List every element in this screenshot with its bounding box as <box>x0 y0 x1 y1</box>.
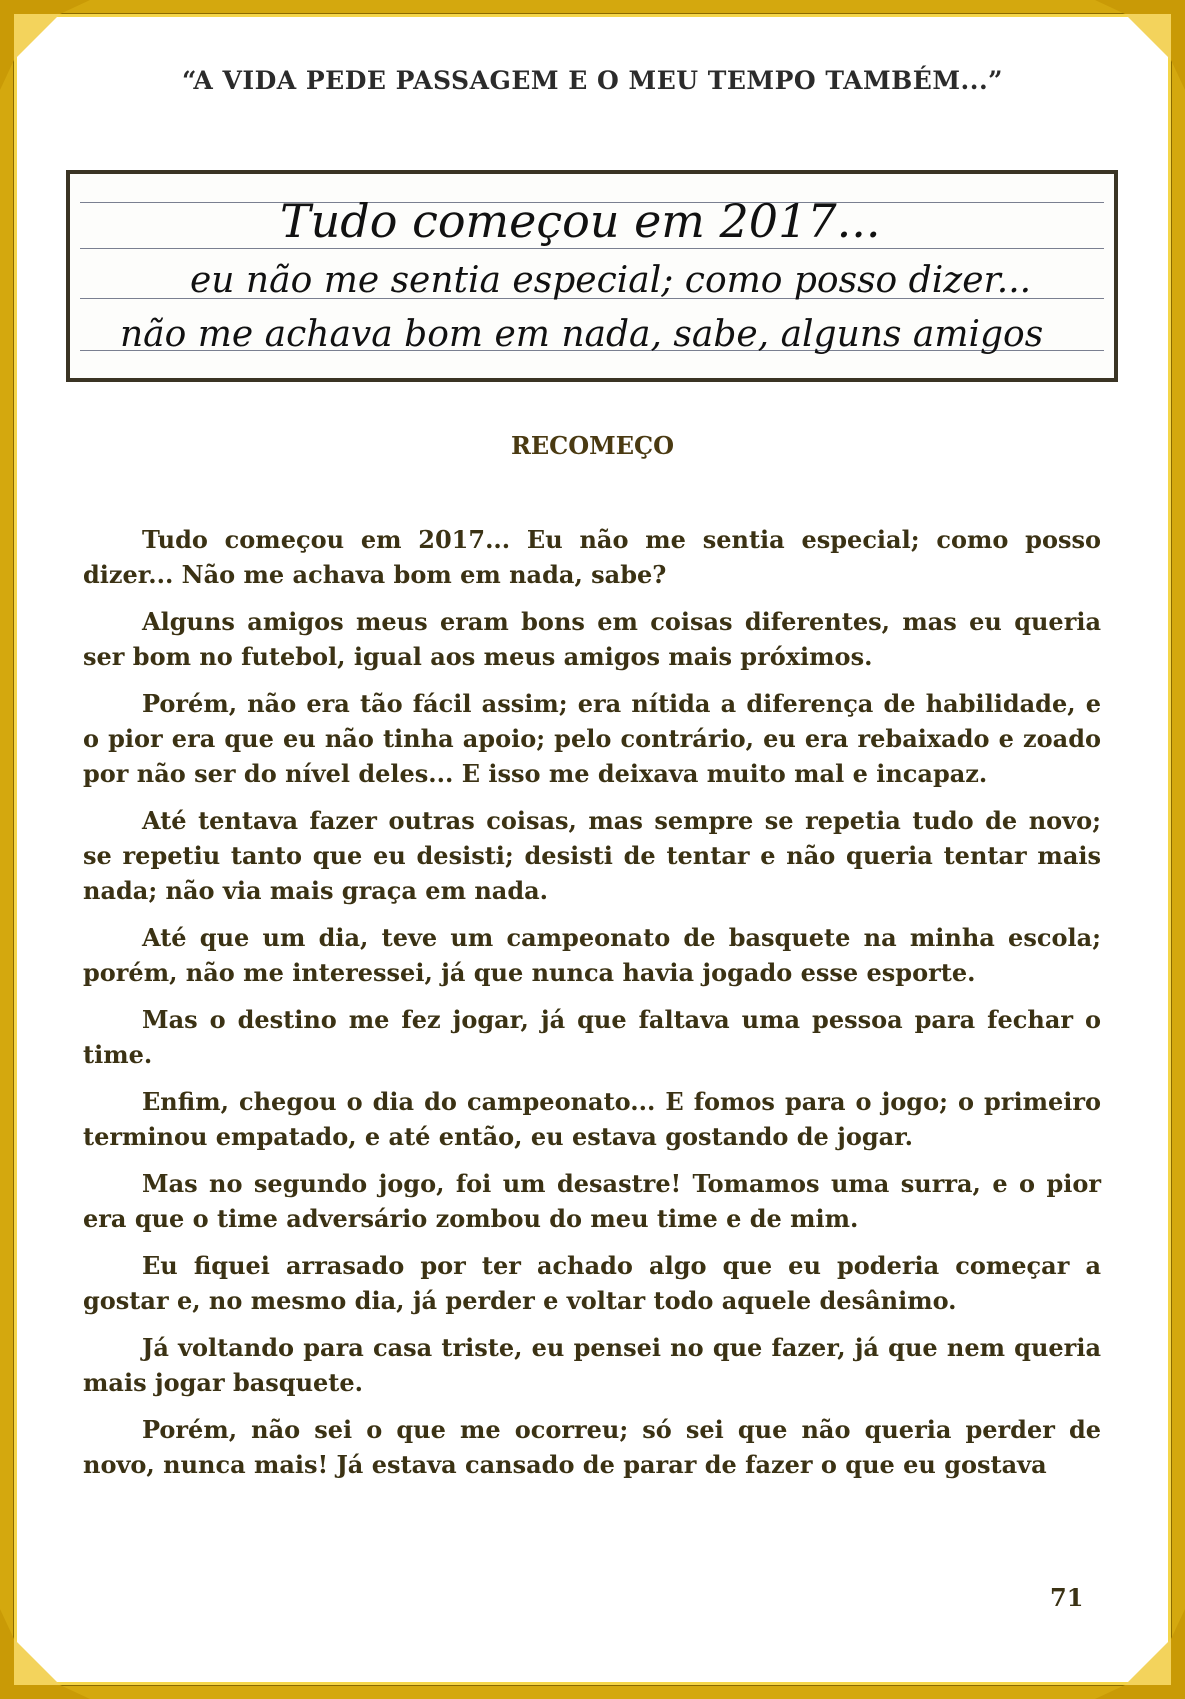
handwritten-line-2: eu não me sentia especial; como posso dizer... <box>190 260 1032 301</box>
body-text <box>83 522 1101 1494</box>
corner-ornament-bottom-left <box>0 1609 90 1699</box>
paragraph: Alguns amigos meus eram bons em coisas diferentes, mas eu queria ser bom no futebol, igual aos meus amigos mais próximos. <box>83 607 1101 671</box>
corner-ornament-bottom-right <box>1095 1609 1185 1699</box>
paragraph: Enfim, chegou o dia do campeonato... E fomos para o jogo; o primeiro terminou empatado, e até então, eu estava gostando de jogar. <box>83 1087 1101 1151</box>
ruled-line <box>80 248 1104 249</box>
paragraph: Até que um dia, teve um campeonato de basquete na minha escola; porém, não me interessei, já que nunca havia jogado esse esporte. <box>83 923 1101 987</box>
handwritten-line-1: Tudo começou em 2017... <box>280 194 881 248</box>
paragraph: Eu fiquei arrasado por ter achado algo que eu poderia começar a gostar e, no mesmo dia, já perder e voltar todo aquele desânimo. <box>83 1251 1101 1315</box>
paragraph: Mas no segundo jogo, foi um desastre! Tomamos uma surra, e o pior era que o time adversário zombou do meu time e de mim. <box>83 1169 1101 1233</box>
page-number: 71 <box>1050 1583 1084 1612</box>
paragraph: Porém, não era tão fácil assim; era nítida a diferença de habilidade, e o pior era que eu não tinha apoio; pelo contrário, eu era rebaixado e zoado por não ser do nível deles... E isso me deixava muito mal e incapaz. <box>83 689 1101 788</box>
page-header: “A VIDA PEDE PASSAGEM E O MEU TEMPO TAMBÉM...” <box>181 66 1004 95</box>
paragraph: Tudo começou em 2017... Eu não me sentia especial; como posso dizer... Não me achava bom em nada, sabe? <box>83 525 1101 589</box>
paragraph: Já voltando para casa triste, eu pensei no que fazer, já que nem queria mais jogar basquete. <box>83 1333 1101 1397</box>
paragraph: Até tentava fazer outras coisas, mas sempre se repetia tudo de novo; se repetiu tanto que eu desisti; desisti de tentar e não queria tentar mais nada; não via mais graça em nada. <box>83 806 1101 905</box>
handwritten-line-3: não me achava bom em nada, sabe, alguns amigos <box>120 314 1044 355</box>
paragraph: Porém, não sei o que me ocorreu; só sei que não queria perder de novo, nunca mais! Já estava cansado de parar de fazer o que eu gostava <box>83 1415 1101 1479</box>
handwritten-excerpt <box>66 170 1118 382</box>
paragraph: Mas o destino me fez jogar, já que faltava uma pessoa para fechar o time. <box>83 1005 1101 1069</box>
chapter-title: RECOMEÇO <box>510 431 675 460</box>
